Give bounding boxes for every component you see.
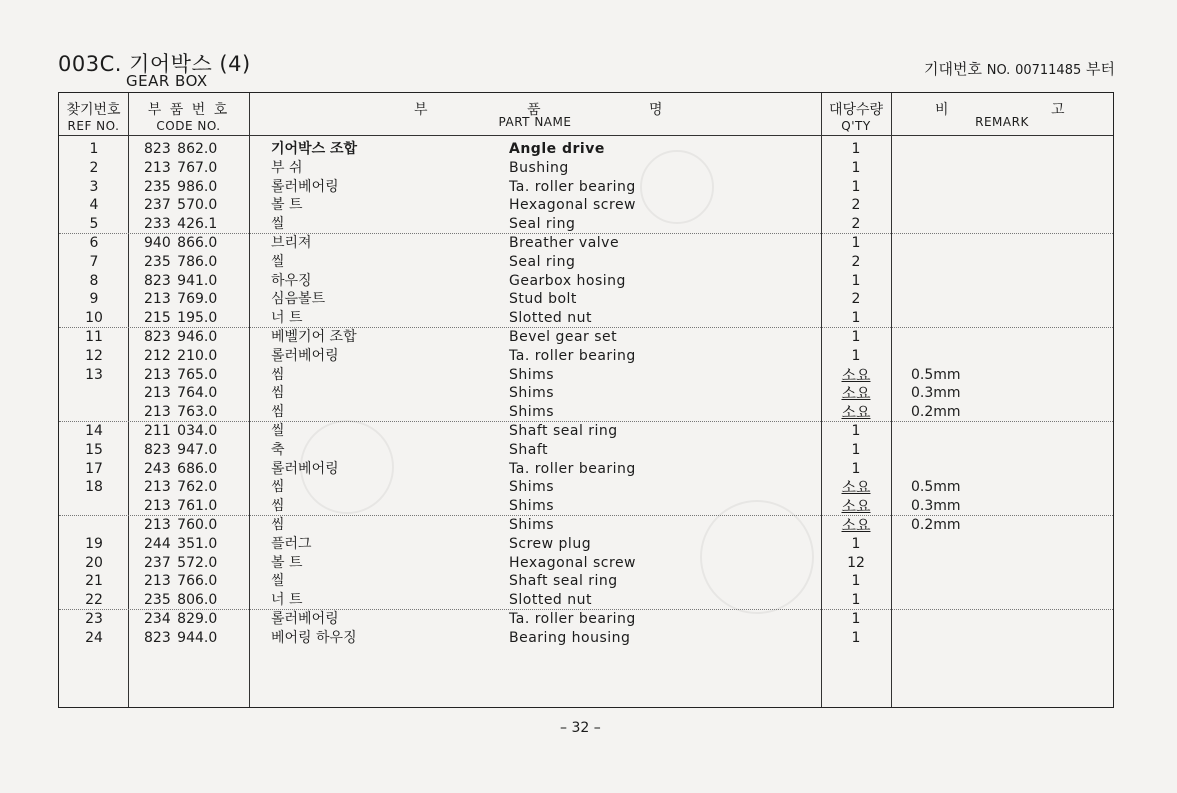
cell-qty: 2 bbox=[851, 197, 861, 214]
cell-name-en: Screw plug bbox=[509, 535, 592, 552]
cell-name-ko: 볼 트 bbox=[271, 554, 303, 571]
table-row bbox=[59, 366, 1113, 385]
cell-name-ko: 롤러베어링 bbox=[271, 611, 339, 627]
header-name-ko-1: 부 bbox=[414, 102, 428, 118]
table-row bbox=[59, 629, 1113, 648]
cell-name-en: Shims bbox=[509, 404, 555, 421]
cell-code: 213 762.0 bbox=[144, 479, 218, 496]
table-row bbox=[59, 497, 1113, 516]
cell-ref: 18 bbox=[85, 479, 103, 496]
header-part-name bbox=[249, 99, 821, 129]
cell-name-ko: 롤러베어링 bbox=[271, 178, 339, 195]
cell-qty: 1 bbox=[851, 347, 861, 364]
cell-code: 211 034.0 bbox=[144, 423, 218, 439]
cell-qty: 소요 bbox=[841, 516, 871, 534]
cell-code: 823 862.0 bbox=[144, 141, 218, 157]
cell-name-ko: 롤러베어링 bbox=[271, 347, 339, 364]
cell-name-ko: 너 트 bbox=[271, 592, 303, 609]
header-remark-ko-1: 비 bbox=[935, 102, 949, 118]
table-row bbox=[59, 478, 1113, 497]
serial-label-ko: 기대번호 bbox=[923, 60, 982, 78]
table-row bbox=[59, 460, 1113, 479]
cell-ref: 9 bbox=[89, 291, 99, 308]
cell-name-en: Gearbox hosing bbox=[509, 272, 626, 289]
cell-name-ko: 씸 bbox=[271, 385, 285, 402]
cell-name-en: Shims bbox=[509, 517, 555, 533]
cell-code: 233 426.1 bbox=[144, 216, 218, 233]
cell-name-en: Shaft bbox=[509, 441, 549, 458]
page-number: – 32 – bbox=[560, 720, 601, 736]
cell-name-ko: 축 bbox=[271, 441, 285, 458]
cell-qty: 1 bbox=[851, 159, 861, 176]
cell-code: 213 764.0 bbox=[144, 385, 218, 402]
cell-code: 213 765.0 bbox=[144, 366, 218, 383]
header-name-ko-3: 명 bbox=[649, 102, 663, 118]
cell-qty: 1 bbox=[851, 592, 861, 609]
cell-ref: 23 bbox=[85, 611, 103, 627]
cell-ref: 2 bbox=[89, 159, 99, 176]
cell-code: 235 806.0 bbox=[144, 592, 218, 609]
cell-qty: 1 bbox=[851, 272, 861, 289]
cell-qty: 1 bbox=[851, 310, 861, 327]
cell-remark: 0.2mm bbox=[911, 404, 961, 421]
cell-name-en: Seal ring bbox=[509, 253, 576, 270]
cell-ref: 24 bbox=[85, 629, 103, 646]
cell-code: 213 767.0 bbox=[144, 159, 218, 176]
cell-ref: 21 bbox=[85, 573, 103, 590]
cell-name-ko: 씸 bbox=[271, 366, 285, 383]
cell-code: 213 766.0 bbox=[144, 573, 218, 590]
cell-ref: 17 bbox=[85, 460, 103, 477]
cell-ref: 14 bbox=[85, 423, 103, 439]
cell-name-en: Shims bbox=[509, 498, 555, 515]
cell-name-en: Ta. roller bearing bbox=[509, 460, 636, 477]
header-ref-ko: 찾기번호 bbox=[66, 102, 121, 118]
table-row bbox=[59, 253, 1113, 272]
cell-code: 235 986.0 bbox=[144, 178, 218, 195]
cell-code: 213 761.0 bbox=[144, 498, 218, 515]
table-row bbox=[59, 610, 1113, 629]
cell-ref: 22 bbox=[85, 592, 103, 609]
page-title: 003C. 기어박스 (4) bbox=[58, 52, 251, 76]
cell-name-ko: 플러그 bbox=[271, 535, 312, 552]
cell-qty: 1 bbox=[851, 423, 861, 439]
header-ref bbox=[59, 99, 128, 133]
cell-remark: 0.5mm bbox=[911, 366, 961, 383]
cell-ref: 4 bbox=[89, 197, 99, 214]
cell-qty: 1 bbox=[851, 573, 861, 590]
cell-name-en: Shaft seal ring bbox=[509, 573, 618, 590]
cell-code: 212 210.0 bbox=[144, 347, 218, 364]
cell-code: 940 866.0 bbox=[144, 235, 218, 251]
cell-qty: 소요 bbox=[841, 478, 871, 497]
cell-code: 237 570.0 bbox=[144, 197, 218, 214]
cell-name-ko: 심음볼트 bbox=[271, 291, 326, 308]
cell-name-en: Shims bbox=[509, 479, 555, 496]
table-row bbox=[59, 441, 1113, 460]
cell-name-ko: 씸 bbox=[271, 479, 285, 496]
serial-suffix: 부터 bbox=[1086, 60, 1115, 78]
cell-name-en: Angle drive bbox=[509, 141, 605, 157]
table-row bbox=[59, 535, 1113, 554]
cell-remark: 0.3mm bbox=[911, 385, 961, 402]
cell-name-en: Slotted nut bbox=[509, 310, 593, 327]
cell-qty: 1 bbox=[851, 235, 861, 251]
cell-name-en: Bearing housing bbox=[509, 629, 631, 646]
cell-ref: 7 bbox=[89, 253, 99, 270]
cell-name-en: Ta. roller bearing bbox=[509, 178, 636, 195]
table-row bbox=[59, 384, 1113, 403]
cell-code: 215 195.0 bbox=[144, 310, 218, 327]
cell-name-ko: 부 쉬 bbox=[271, 159, 303, 176]
table-row bbox=[59, 572, 1113, 591]
table-row bbox=[59, 309, 1113, 328]
cell-name-ko: 볼 트 bbox=[271, 197, 303, 214]
cell-name-en: Breather valve bbox=[509, 235, 620, 251]
table-row bbox=[59, 554, 1113, 573]
cell-ref: 19 bbox=[85, 535, 103, 552]
header-qty-ko: 대당수량 bbox=[828, 102, 884, 118]
cell-name-en: Ta. roller bearing bbox=[509, 347, 636, 364]
cell-ref: 10 bbox=[85, 310, 103, 327]
cell-ref: 11 bbox=[85, 329, 103, 345]
table-row bbox=[59, 272, 1113, 291]
cell-qty: 1 bbox=[851, 460, 861, 477]
cell-ref: 8 bbox=[89, 272, 99, 289]
cell-code: 244 351.0 bbox=[144, 535, 218, 552]
header-qty bbox=[821, 99, 891, 133]
table-row bbox=[59, 159, 1113, 178]
header-remark-en: REMARK bbox=[975, 115, 1029, 129]
header-divider bbox=[59, 135, 1113, 136]
cell-ref: 1 bbox=[89, 141, 99, 157]
cell-qty: 1 bbox=[851, 611, 861, 627]
cell-code: 213 763.0 bbox=[144, 404, 218, 421]
header-name-ko-2: 품 bbox=[527, 102, 541, 118]
cell-code: 823 944.0 bbox=[144, 629, 218, 646]
header-remark-ko-2: 고 bbox=[1051, 102, 1065, 118]
cell-ref: 15 bbox=[85, 441, 103, 458]
cell-name-en: Hexagonal screw bbox=[509, 197, 637, 214]
cell-ref: 6 bbox=[89, 235, 99, 251]
header-ref-en: REF NO. bbox=[67, 119, 120, 133]
cell-code: 243 686.0 bbox=[144, 460, 218, 477]
cell-code: 234 829.0 bbox=[144, 611, 218, 627]
cell-name-ko: 씸 bbox=[271, 498, 285, 515]
cell-ref: 5 bbox=[89, 216, 99, 233]
cell-name-ko: 씰 bbox=[271, 253, 285, 270]
table-row bbox=[59, 422, 1113, 441]
cell-ref: 12 bbox=[85, 347, 103, 364]
cell-remark: 0.3mm bbox=[911, 498, 961, 515]
cell-code: 237 572.0 bbox=[144, 554, 218, 571]
cell-name-ko: 씰 bbox=[271, 423, 285, 439]
cell-name-ko: 롤러베어링 bbox=[271, 460, 339, 477]
header-code-en: CODE NO. bbox=[156, 119, 221, 133]
serial-value: 00711485 bbox=[1015, 63, 1082, 78]
cell-name-ko: 씸 bbox=[271, 404, 285, 421]
cell-name-en: Shaft seal ring bbox=[509, 423, 618, 439]
cell-qty: 1 bbox=[851, 178, 861, 195]
header-name-en: PART NAME bbox=[498, 115, 572, 129]
cell-name-ko: 베벨기어 조합 bbox=[271, 329, 357, 345]
table-row bbox=[59, 516, 1113, 535]
cell-code: 823 941.0 bbox=[144, 272, 218, 289]
cell-qty: 12 bbox=[847, 554, 865, 571]
cell-qty: 1 bbox=[851, 441, 861, 458]
table-row bbox=[59, 347, 1113, 366]
table-row bbox=[59, 403, 1113, 422]
table-row bbox=[59, 328, 1113, 347]
header-code-ko: 부 품 번 호 bbox=[147, 102, 230, 118]
table-row bbox=[59, 178, 1113, 197]
cell-name-en: Shims bbox=[509, 366, 555, 383]
cell-name-en: Bushing bbox=[509, 159, 569, 176]
serial-no-label: NO. bbox=[986, 63, 1011, 78]
cell-code: 213 769.0 bbox=[144, 291, 218, 308]
cell-name-ko: 씰 bbox=[271, 573, 285, 590]
cell-qty: 1 bbox=[851, 141, 861, 157]
cell-qty: 2 bbox=[851, 291, 861, 308]
table-row bbox=[59, 140, 1113, 159]
table-row bbox=[59, 591, 1113, 610]
cell-name-en: Shims bbox=[509, 385, 555, 402]
cell-name-en: Ta. roller bearing bbox=[509, 611, 636, 627]
cell-qty: 1 bbox=[851, 329, 861, 345]
parts-table bbox=[58, 92, 1114, 708]
serial-number bbox=[924, 58, 1115, 79]
cell-code: 213 760.0 bbox=[144, 517, 218, 533]
cell-code: 235 786.0 bbox=[144, 253, 218, 270]
cell-code: 823 947.0 bbox=[144, 441, 218, 458]
cell-ref: 20 bbox=[85, 554, 103, 571]
cell-remark: 0.2mm bbox=[911, 517, 961, 533]
table-row bbox=[59, 234, 1113, 253]
table-row bbox=[59, 215, 1113, 234]
table-row bbox=[59, 290, 1113, 309]
cell-qty: 소요 bbox=[841, 384, 871, 403]
cell-name-ko: 브리져 bbox=[271, 235, 312, 251]
page-subtitle: GEAR BOX bbox=[126, 72, 208, 90]
cell-name-ko: 베어링 하우징 bbox=[271, 629, 357, 646]
cell-qty: 소요 bbox=[841, 497, 871, 516]
cell-qty: 소요 bbox=[841, 365, 871, 384]
cell-remark: 0.5mm bbox=[911, 479, 961, 496]
cell-qty: 1 bbox=[851, 629, 861, 646]
header-remark bbox=[891, 99, 1113, 129]
cell-name-en: Stud bolt bbox=[509, 291, 577, 308]
cell-name-ko: 기어박스 조합 bbox=[271, 141, 358, 157]
cell-name-ko: 하우징 bbox=[271, 272, 312, 289]
cell-name-ko: 씸 bbox=[271, 517, 285, 533]
cell-name-en: Hexagonal screw bbox=[509, 554, 637, 571]
cell-qty: 2 bbox=[851, 253, 861, 270]
cell-ref: 13 bbox=[85, 366, 103, 383]
cell-qty: 2 bbox=[851, 216, 861, 233]
cell-qty: 1 bbox=[851, 535, 861, 552]
cell-name-en: Slotted nut bbox=[509, 592, 593, 609]
cell-name-ko: 너 트 bbox=[271, 310, 303, 327]
cell-name-en: Bevel gear set bbox=[509, 329, 618, 345]
cell-ref: 3 bbox=[89, 178, 99, 195]
header-qty-en: Q'TY bbox=[841, 119, 871, 133]
header-code bbox=[128, 99, 249, 133]
cell-code: 823 946.0 bbox=[144, 329, 218, 345]
cell-qty: 소요 bbox=[841, 403, 871, 422]
cell-name-ko: 씰 bbox=[271, 216, 285, 233]
table-row bbox=[59, 196, 1113, 215]
cell-name-en: Seal ring bbox=[509, 216, 576, 233]
